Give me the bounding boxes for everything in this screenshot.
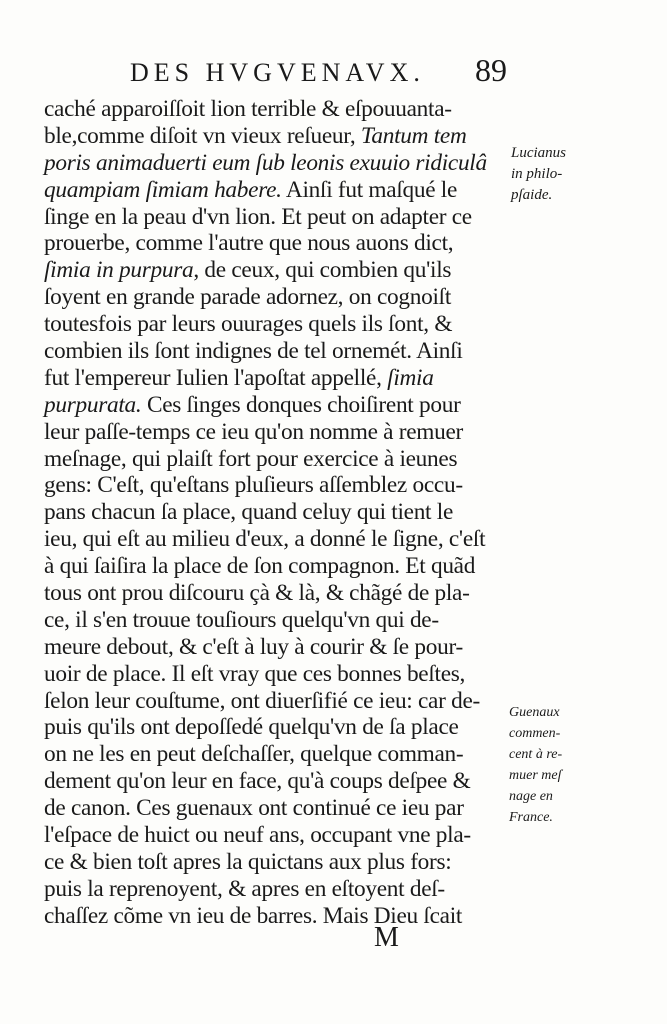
text-segment: dement qu'on leur en face, qu'à coups deſpee & (44, 768, 471, 795)
body-text (44, 96, 524, 930)
text-line (44, 795, 520, 822)
text-line (44, 661, 520, 688)
text-line (44, 419, 520, 446)
text-segment: à qui ſaiſira la place de ſon compagnon. Et quãd (44, 553, 476, 580)
text-segment: Ainſi fut maſqué le (281, 176, 458, 203)
margin-note-line: in philo- (511, 166, 563, 182)
text-segment: meure debout, & c'eſt à luy à courir & ſe pour- (44, 633, 463, 660)
text-line (44, 284, 520, 311)
italic-segment: quampiam ſimiam habere. (44, 176, 282, 203)
text-line (44, 446, 520, 473)
text-segment: puis qu'ils ont depoſſedé quelqu'vn de ſa place (44, 714, 459, 741)
text-line (44, 768, 520, 795)
text-segment: on ne les en peut deſchaſſer, quelque comman- (44, 741, 464, 768)
text-segment: puis la reprenoyent, & apres en eſtoyent deſ- (44, 875, 445, 902)
text-line (44, 150, 520, 177)
text-segment: prouerbe, comme l'autre que nous auons dict, (44, 230, 454, 257)
page-number: 89 (475, 52, 507, 88)
text-line (44, 499, 520, 526)
text-line (44, 634, 520, 661)
text-segment: ſelon leur couſtume, ont diuerſifié ce ieu: car de- (44, 687, 480, 714)
text-line (44, 903, 520, 930)
margin-note-line: nage en (509, 789, 553, 804)
text-line (44, 849, 520, 876)
text-segment: ce, il s'en trouue touſiours quelqu'vn qui de- (44, 606, 439, 633)
italic-segment: ſimia (387, 364, 434, 391)
text-line (44, 741, 520, 768)
text-line (44, 311, 520, 338)
text-line (44, 177, 520, 204)
margin-note-line: Guenaux (509, 705, 560, 720)
italic-segment: poris animaduerti eum ſub leonis exuuio ridiculâ (44, 149, 487, 176)
text-line (44, 257, 520, 284)
text-segment: fut l'empereur Iulien l'apoſtat appellé, (44, 364, 388, 391)
text-segment: Ces ſinges donques choiſirent pour (141, 391, 461, 418)
text-segment: meſnage, qui plaiſt fort pour exercice à ieunes (44, 445, 458, 472)
text-segment: , de ceux, qui combien qu'ils (193, 257, 452, 284)
text-segment: toutesfois par leurs ouurages quels ils ſont, & (44, 311, 453, 338)
text-segment: de canon. Ces guenaux ont continué ce ieu par (44, 795, 464, 822)
text-segment: l'eſpace de huict ou neuf ans, occupant vne pla- (44, 822, 471, 849)
margin-note-line: Lucianus (511, 145, 567, 161)
text-segment: uoir de place. Il eſt vray que ces bonnes beſtes, (44, 660, 466, 687)
text-segment: ſoyent en grande parade adornez, on cognoiſt (44, 284, 452, 311)
margin-note-line: muer meſ (509, 768, 562, 783)
text-segment: ble,comme diſoit vn vieux reſueur, (44, 122, 361, 149)
text-line (44, 553, 520, 580)
italic-segment: purpurata. (44, 391, 142, 418)
text-line (44, 526, 520, 553)
text-line (44, 96, 520, 123)
italic-segment: ſimia in purpura (44, 257, 194, 284)
text-line (44, 230, 520, 257)
text-segment: pans chacun ſa place, quand celuy qui tient le (44, 499, 454, 526)
text-line (44, 472, 520, 499)
text-line (44, 365, 520, 392)
text-line (44, 392, 520, 419)
margin-note-line: pſaide. (511, 187, 553, 203)
margin-note-lucianus (511, 143, 566, 206)
text-line (44, 688, 520, 715)
text-segment: tous ont prou diſcouru çà & là, & chãgé de pla- (44, 580, 470, 607)
margin-note-guenaux (509, 702, 562, 828)
text-line (44, 607, 520, 634)
text-segment: ſinge en la peau d'vn lion. Et peut on adapter ce (44, 203, 472, 230)
text-segment: caché apparoiſſoit lion terrible & eſpouuanta- (44, 96, 452, 122)
running-title: DES HVGVENAVX. (130, 58, 425, 87)
text-line (44, 876, 520, 903)
text-segment: ieu, qui eſt au milieu d'eux, a donné le ſigne, c'eſt (44, 526, 486, 553)
margin-note-line: commen- (509, 726, 561, 741)
text-line (44, 822, 520, 849)
margin-note-line: cent à re- (509, 747, 563, 762)
margin-note-line: France. (509, 810, 553, 825)
text-segment: chaſſez cõme vn ieu de barres. Mais Dieu ſcait (44, 902, 463, 929)
text-line (44, 338, 520, 365)
text-segment: gens: C'eſt, qu'eſtans pluſieurs aſſemblez occu- (44, 472, 463, 499)
text-segment: leur paſſe-temps ce ieu qu'on nomme à remuer (44, 418, 463, 445)
text-line (44, 204, 520, 231)
signature-mark: M (374, 922, 399, 953)
text-line (44, 714, 520, 741)
text-line (44, 123, 520, 150)
text-segment: combien ils ſont indignes de tel ornemét. Ainſi (44, 338, 463, 365)
text-segment: ce & bien toſt apres la quictans aux plus fors: (44, 848, 452, 875)
italic-segment: Tantum tem (360, 122, 467, 149)
text-line (44, 580, 520, 607)
